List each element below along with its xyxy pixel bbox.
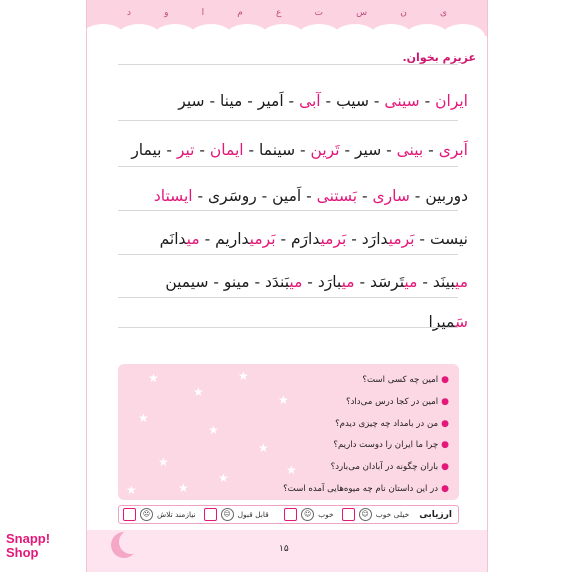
highlighted-word: بَرمی — [388, 230, 415, 248]
evaluation-option-label: قابل قبول — [237, 510, 269, 519]
highlighted-word: بَرمی — [320, 230, 347, 248]
highlighted-word: سَ — [455, 313, 468, 331]
bullet-icon: ● — [441, 462, 449, 473]
ruled-line — [118, 64, 458, 65]
neutral-face-icon: ☹ — [140, 508, 153, 521]
evaluation-checkbox[interactable] — [342, 508, 355, 521]
question-text: در این داستان نام چه میوه‌هایی آمده است؟ — [283, 483, 439, 494]
top-letter: ع — [275, 8, 282, 18]
word-text: - — [419, 92, 436, 110]
word-text: - اَمین - روسَری - — [192, 187, 317, 205]
word-text: داریم - — [199, 230, 250, 248]
word-text: - — [423, 141, 439, 159]
reading-line-6 — [108, 313, 468, 331]
top-letter: س — [356, 8, 368, 18]
evaluation-option-label: خوب — [318, 510, 334, 519]
highlighted-word: می — [455, 273, 468, 291]
highlighted-word: می — [404, 273, 418, 291]
reading-line-5 — [108, 273, 468, 291]
top-letter: ت — [314, 8, 323, 18]
highlighted-word: سینی — [384, 92, 420, 110]
page-number: ۱۵ — [279, 544, 289, 554]
evaluation-option[interactable] — [273, 508, 338, 521]
top-letter: د — [127, 8, 132, 18]
top-letter: ن — [400, 8, 407, 18]
highlighted-word: ساری — [372, 187, 410, 205]
highlighted-word: می — [289, 273, 303, 291]
word-text: بارَد - — [302, 273, 342, 291]
highlighted-word: بینی — [396, 141, 424, 159]
logo-line-1: Snapp! — [6, 531, 51, 546]
snappshop-logo — [6, 532, 70, 572]
word-text: - سیب - — [320, 92, 385, 110]
highlighted-word: اَبری — [438, 141, 468, 159]
exercise-heading: عزیزم بخوان. — [402, 51, 476, 64]
question-text: چرا ما ایران را دوست داریم؟ — [333, 440, 439, 451]
reading-line-4 — [108, 230, 468, 248]
question-item — [283, 370, 449, 392]
highlighted-word: تیر — [176, 141, 195, 159]
evaluation-title: ارزیابی — [419, 509, 452, 520]
ruled-line — [118, 120, 458, 121]
highlighted-word: می — [186, 230, 200, 248]
bullet-icon: ● — [441, 440, 449, 451]
evaluation-checkbox[interactable] — [123, 508, 136, 521]
evaluation-checkbox[interactable] — [204, 508, 217, 521]
highlighted-word: آبی — [299, 92, 321, 110]
word-text: دانَم — [159, 230, 187, 248]
top-letter: م — [237, 8, 243, 18]
top-letters-row — [87, 8, 487, 28]
highlighted-word: بَرمی — [249, 230, 276, 248]
top-letter: ا — [201, 8, 205, 18]
word-text: - سیر - — [339, 141, 397, 159]
question-item — [283, 392, 449, 414]
word-text: دارَم - — [275, 230, 321, 248]
question-text: من در بامداد چه چیزی دیدم؟ — [335, 418, 439, 429]
workbook-page — [86, 0, 490, 576]
evaluation-option-label: خیلی خوب — [375, 510, 410, 519]
question-text: باران چگونه در آبادان می‌بارد؟ — [330, 462, 439, 473]
highlighted-word: بَستنی — [316, 187, 358, 205]
word-text: دوربین - — [409, 187, 468, 205]
question-text: امین چه کسی است؟ — [362, 375, 439, 385]
question-item — [283, 479, 449, 500]
ruled-line — [118, 210, 458, 211]
evaluation-option[interactable] — [119, 508, 200, 521]
highlighted-word: ایستاد — [153, 187, 193, 205]
question-item — [283, 414, 449, 436]
highlighted-word: ایمان — [209, 141, 244, 159]
question-list — [283, 370, 449, 500]
evaluation-option-label: نیازمند تلاش — [157, 510, 196, 519]
smile-face-icon: ☺ — [301, 508, 314, 521]
question-text: امین در کجا درس می‌داد؟ — [346, 396, 439, 407]
evaluation-bar — [118, 505, 459, 524]
ruled-line — [118, 166, 458, 167]
word-text: - سینما - — [243, 141, 311, 159]
highlighted-word: می — [341, 273, 355, 291]
word-text: - اَمیر - مینا - سیر — [178, 92, 300, 110]
ruled-line — [118, 297, 458, 298]
bullet-icon: ● — [441, 483, 449, 494]
neutral-face-icon: ☹ — [221, 508, 234, 521]
evaluation-checkbox[interactable] — [284, 508, 297, 521]
word-text: دارَد - — [346, 230, 389, 248]
word-text: نیست - — [414, 230, 468, 248]
reading-line-3 — [108, 187, 468, 205]
reading-line-1 — [108, 92, 468, 110]
question-item — [283, 457, 449, 479]
bullet-icon: ● — [441, 396, 449, 407]
evaluation-option[interactable] — [338, 508, 414, 521]
bullet-icon: ● — [441, 418, 449, 429]
ruled-line — [118, 254, 458, 255]
word-text: - بیمار — [131, 141, 177, 159]
top-decor-band — [87, 0, 487, 36]
evaluation-option[interactable] — [200, 508, 273, 521]
word-text: بینَد - — [417, 273, 456, 291]
smile-face-icon: ☺ — [359, 508, 372, 521]
bullet-icon: ● — [441, 375, 449, 385]
logo-line-2: Shop — [6, 545, 39, 560]
highlighted-word: تَرین — [310, 141, 340, 159]
ruled-line — [118, 327, 458, 328]
word-text: میرا — [428, 313, 455, 331]
questions-panel: ★ ★ ★ ★ ★ ★ ★ ★ ★ ★ ★ ★ ●امین چه کسی است؟ ●امین در کجا درس می‌داد؟ ●من در بامداد چه چیزی دیدم؟ ●چرا ما ایران را دوست داریم؟ ●باران چگونه در آبادان می‌بارد؟ ●در این داستان نام چه میوه‌هایی آمده است؟ — [118, 364, 459, 500]
top-letter: ی — [439, 8, 447, 18]
reading-line-2 — [108, 141, 468, 159]
top-letter: و — [164, 8, 169, 18]
word-text: تَرسَد - — [354, 273, 405, 291]
question-item — [283, 435, 449, 457]
highlighted-word: ایران — [435, 92, 468, 110]
word-text: - — [357, 187, 373, 205]
word-text: بَندَد - مینو - سیمین — [165, 273, 290, 291]
word-text: - — [194, 141, 210, 159]
